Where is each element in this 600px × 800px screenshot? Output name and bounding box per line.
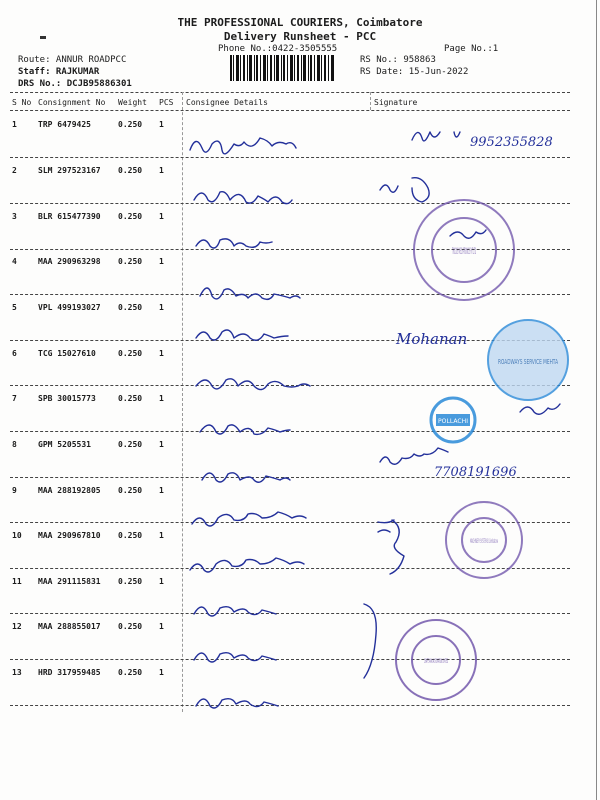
company-name: THE PROFESSIONAL COURIERS, Coimbatore xyxy=(177,16,423,29)
row-weight: 0.250 xyxy=(118,166,143,175)
row-sno: 8 xyxy=(12,440,17,449)
row-weight: 0.250 xyxy=(118,394,143,403)
page-number: Page No.:1 xyxy=(444,44,499,54)
col-consignee: Consignee Details xyxy=(186,98,268,107)
row-weight: 0.250 xyxy=(118,486,143,495)
row-consignment: HRD 317959485 xyxy=(38,668,101,677)
row-sno: 9 xyxy=(12,486,17,495)
row-consignment: MAA 288855017 xyxy=(38,622,101,631)
stamp-craftsman xyxy=(396,620,476,700)
row-sno: 12 xyxy=(12,622,22,631)
signature-phone-row-8: 7708191696 xyxy=(434,465,517,480)
row-sno: 4 xyxy=(12,257,17,266)
signature-name-row-6: Mohanan xyxy=(396,330,468,348)
row-pcs: 1 xyxy=(159,531,164,540)
stamp-pollachi xyxy=(431,398,475,442)
row-weight: 0.250 xyxy=(118,349,143,358)
row-pcs: 1 xyxy=(159,257,164,266)
row-sno: 1 xyxy=(12,120,17,129)
row-pcs: 1 xyxy=(159,622,164,631)
stamp-trocos-text: TROCOS MECHATRONICS PVT.LTD xyxy=(451,247,477,257)
row-weight: 0.250 xyxy=(118,440,143,449)
row-consignment: BLR 615477390 xyxy=(38,212,101,221)
row-consignment: SLM 297523167 xyxy=(38,166,101,175)
row-consignment: MAA 291115831 xyxy=(38,577,101,586)
scan-edge xyxy=(596,0,597,800)
row-sno: 7 xyxy=(12,394,17,403)
col-pcs: PCS xyxy=(159,98,174,107)
row-consignment: MAA 290963298 xyxy=(38,257,101,266)
row-consignment: TRP 6479425 xyxy=(38,120,91,129)
document-title: Delivery Runsheet - PCC xyxy=(223,30,377,43)
row-sno: 5 xyxy=(12,303,17,312)
row-consignment: MAA 290967810 xyxy=(38,531,101,540)
row-weight: 0.250 xyxy=(118,668,143,677)
row-weight: 0.250 xyxy=(118,577,143,586)
col-weight: Weight xyxy=(118,98,147,107)
rs-date: RS Date: 15-Jun-2022 xyxy=(360,67,469,77)
stamp-roadways xyxy=(488,320,568,400)
stamp-machinery xyxy=(446,502,522,578)
col-signature: Signature xyxy=(374,98,418,107)
row-pcs: 1 xyxy=(159,303,164,312)
row-pcs: 1 xyxy=(159,394,164,403)
row-pcs: 1 xyxy=(159,166,164,175)
row-weight: 0.250 xyxy=(118,303,143,312)
row-weight: 0.250 xyxy=(118,531,143,540)
row-pcs: 1 xyxy=(159,577,164,586)
row-weight: 0.250 xyxy=(118,257,143,266)
row-sno: 2 xyxy=(12,166,17,175)
col-consignment: Consignment No xyxy=(38,98,106,107)
row-consignment: TCG 15027610 xyxy=(38,349,96,358)
row-sno: 3 xyxy=(12,212,17,221)
row-sno: 13 xyxy=(12,668,22,677)
row-pcs: 1 xyxy=(159,212,164,221)
row-sno: 11 xyxy=(12,577,22,586)
row-pcs: 1 xyxy=(159,120,164,129)
stamp-craftsman-text: CRAFTSMAN AUTOMATION LIMITED xyxy=(424,658,449,665)
staff-label: Staff: RAJKUMAR xyxy=(18,67,100,77)
row-sno: 6 xyxy=(12,349,17,358)
row-pcs: 1 xyxy=(159,349,164,358)
col-sno: S No xyxy=(12,98,32,107)
consignee-scribbles xyxy=(190,138,404,708)
row-weight: 0.250 xyxy=(118,622,143,631)
row-consignment: VPL 499193027 xyxy=(38,303,101,312)
signature-phone-row-1: 9952355828 xyxy=(470,135,553,150)
drs-number: DRS No.: DCJB95886301 xyxy=(18,79,132,89)
row-weight: 0.250 xyxy=(118,212,143,221)
row-pcs: 1 xyxy=(159,668,164,677)
row-pcs: 1 xyxy=(159,486,164,495)
stamp-machinery-text: MACHINERY SYSTEMS Coimbatore xyxy=(470,538,499,545)
rs-number: RS No.: 958863 xyxy=(360,55,436,65)
route-label: Route: ANNUR ROADPCC xyxy=(18,55,127,65)
row-consignment: GPM 5205531 xyxy=(38,440,91,449)
row-sno: 10 xyxy=(12,531,22,540)
stamp-pollachi-text: POLLACHI xyxy=(438,418,469,425)
row-weight: 0.250 xyxy=(118,120,143,129)
row-consignment: MAA 288192805 xyxy=(38,486,101,495)
phone-number: Phone No.:0422-3505555 xyxy=(218,44,338,54)
stamp-trocos xyxy=(414,200,514,300)
stamp-roadways-text: ROADWAYS SERVICE MEHTA xyxy=(498,358,559,366)
row-consignment: SPB 30015773 xyxy=(38,394,96,403)
row-pcs: 1 xyxy=(159,440,164,449)
